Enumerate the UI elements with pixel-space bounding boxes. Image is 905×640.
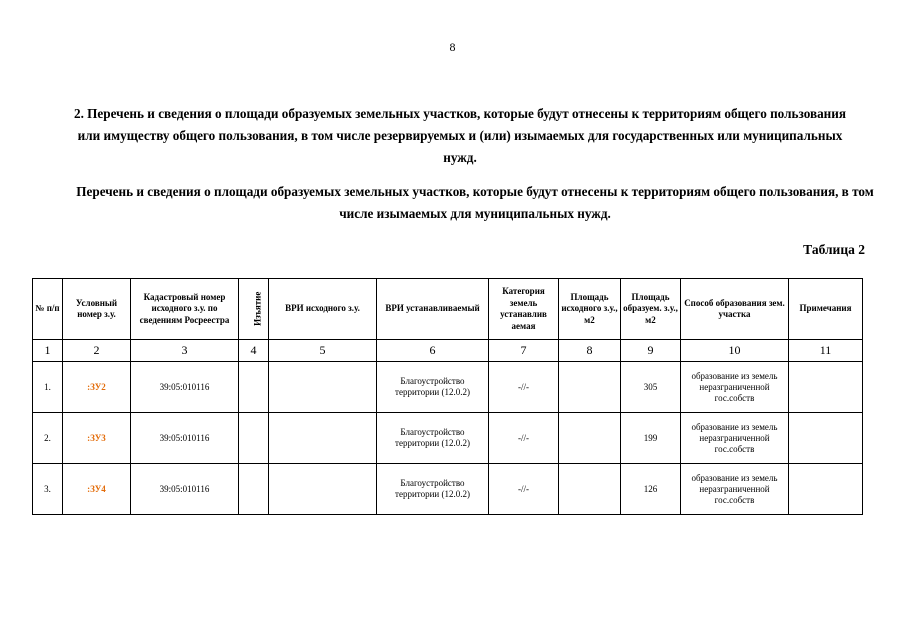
vri-source-cell [269,413,377,464]
area-source-cell [559,464,621,515]
column-number: 4 [239,340,269,362]
area-source-cell [559,413,621,464]
notes-cell [789,413,863,464]
plots-table [32,278,863,515]
cadastral-number: 39:05:010116 [131,362,239,413]
table-row [33,464,863,515]
page-number: 8 [449,40,456,54]
method-cell: образование из земель неразграниченной гос.собств [681,413,789,464]
area-new-cell: 199 [621,413,681,464]
seizure-cell [239,464,269,515]
header-area-new: Площадь образуем. з.у., м2 [621,279,681,340]
header-seizure: Изъятие [239,279,269,340]
header-notes: Примечания [789,279,863,340]
header-vri-set: ВРИ устанавливаемый [377,279,489,340]
column-number: 10 [681,340,789,362]
category-cell: -//- [489,362,559,413]
column-number: 6 [377,340,489,362]
method-cell: образование из земель неразграниченной гос.собств [681,362,789,413]
column-number: 11 [789,340,863,362]
notes-cell [789,464,863,515]
header-cadastral-number: Кадастровый номер исходного з.у. по сведениям Росреестра [131,279,239,340]
table-row [33,362,863,413]
area-new-cell: 126 [621,464,681,515]
column-number: 2 [63,340,131,362]
vri-source-cell [269,464,377,515]
area-source-cell [559,362,621,413]
header-vri-source: ВРИ исходного з.у. [269,279,377,340]
header-category: Категория земель устанавлив аемая [489,279,559,340]
plot-number: :ЗУ3 [63,413,131,464]
subsection-heading: Перечень и сведения о площади образуемых земельных участков, которые будут отнесены к территориям общего пользования, в том числе изымаемых для муниципальных нужд. [76,184,874,221]
vri-source-cell [269,362,377,413]
column-number: 9 [621,340,681,362]
header-row [33,279,863,340]
row-number: 1. [33,362,63,413]
header-area-source: Площадь исходного з.у., м2 [559,279,621,340]
area-new-cell: 305 [621,362,681,413]
category-cell: -//- [489,413,559,464]
notes-cell [789,362,863,413]
table-caption: Таблица 2 [803,242,865,257]
method-cell: образование из земель неразграниченной гос.собств [681,464,789,515]
table-row [33,413,863,464]
column-number: 1 [33,340,63,362]
row-number: 2. [33,413,63,464]
category-cell: -//- [489,464,559,515]
cadastral-number: 39:05:010116 [131,464,239,515]
header-number: № п/п [33,279,63,340]
header-method: Способ образования зем. участка [681,279,789,340]
column-number: 3 [131,340,239,362]
seizure-cell [239,413,269,464]
header-plot-number: Условный номер з.у. [63,279,131,340]
row-number: 3. [33,464,63,515]
column-numbers-row [33,340,863,362]
column-number: 8 [559,340,621,362]
column-number: 5 [269,340,377,362]
plot-number: :ЗУ4 [63,464,131,515]
column-number: 7 [489,340,559,362]
plot-number: :ЗУ2 [63,362,131,413]
section-heading: 2. Перечень и сведения о площади образуемых земельных участков, которые будут отнесены к территориям общего пользования или имуществу общего пользования, в том числе резервируемых и (или) изымаемых для государственных или муниципальных нужд. [73,106,847,165]
seizure-cell [239,362,269,413]
vri-set-cell: Благоустройство территории (12.0.2) [377,464,489,515]
vri-set-cell: Благоустройство территории (12.0.2) [377,362,489,413]
vri-set-cell: Благоустройство территории (12.0.2) [377,413,489,464]
cadastral-number: 39:05:010116 [131,413,239,464]
